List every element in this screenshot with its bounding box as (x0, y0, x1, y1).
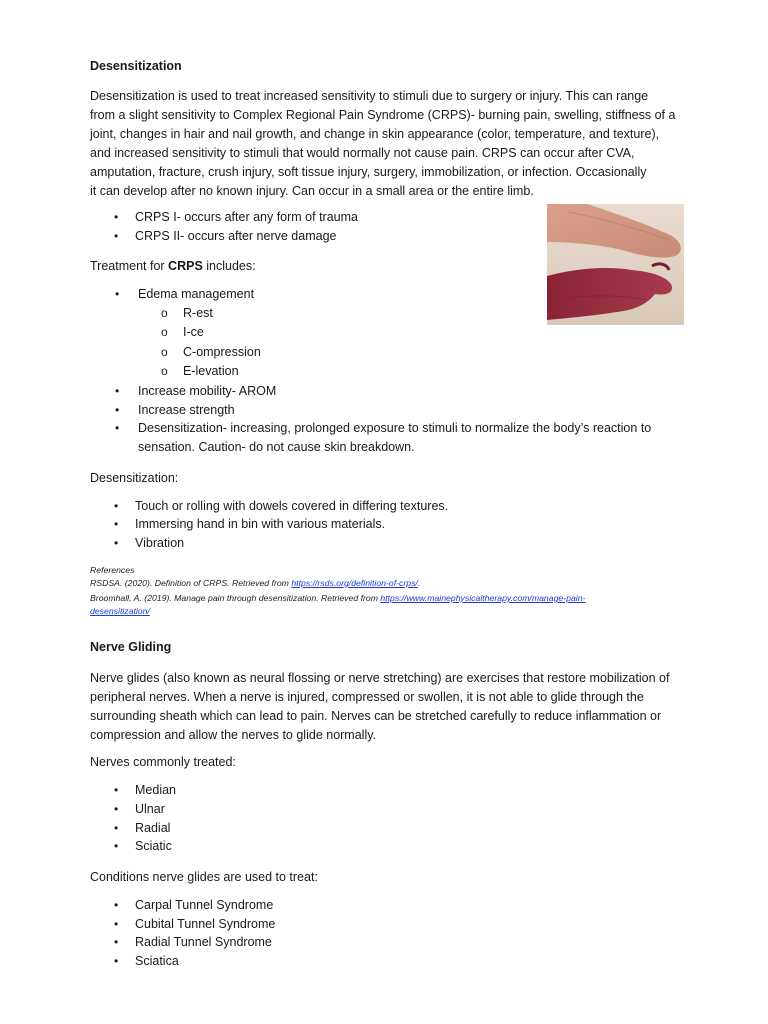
list-item: Sciatica (135, 954, 179, 968)
bullet-icon: • (114, 821, 119, 835)
paragraph-line: from a slight sensitivity to Complex Regional Pain Syndrome (CRPS)- burning pain, swelling, stiffness of a (90, 108, 676, 122)
reference-link[interactable]: desensitization/ (90, 606, 150, 616)
bullet-icon: • (114, 517, 119, 531)
sub-list-item: C-ompression (183, 345, 261, 359)
list-item: Radial Tunnel Syndrome (135, 935, 272, 949)
list-item: Immersing hand in bin with various materials. (135, 517, 386, 531)
sub-bullet-icon: o (161, 345, 168, 359)
list-item: Increase mobility- AROM (138, 384, 277, 398)
reference-entry-continuation (90, 606, 150, 616)
list-item-continuation: sensation. Caution- do not cause skin breakdown. (138, 440, 415, 454)
paragraph-line: surrounding sheath which can lead to pain. Nerves can be stretched carefully to reduce inflammation or (90, 709, 662, 723)
list-item: Edema management (138, 287, 255, 301)
reference-link[interactable]: https://www.mainephysicaltherapy.com/manage-pain- (380, 593, 586, 603)
bullet-icon: • (114, 839, 119, 853)
list-item: Cubital Tunnel Syndrome (135, 917, 276, 931)
bullet-icon: • (115, 384, 120, 398)
list-item: Ulnar (135, 802, 165, 816)
bullet-icon: • (114, 210, 119, 224)
sub-list-item: I-ce (183, 325, 204, 339)
bullet-icon: • (114, 536, 119, 550)
bullet-icon: • (114, 229, 119, 243)
list-item: Touch or rolling with dowels covered in differing textures. (135, 499, 449, 513)
reference-text: Broomhall, A. (2019). Manage pain through desensitization. Retrieved from (90, 593, 381, 603)
list-item: CRPS II- occurs after nerve damage (135, 229, 337, 243)
paragraph-line: compression and allow the nerves to glide normally. (90, 728, 377, 742)
treatment-label-suffix: includes: (202, 259, 256, 273)
paragraph-line: and increased sensitivity to stimuli that would normally not cause pain. CRPS can occur after CVA, (90, 146, 635, 160)
paragraph-line: Desensitization is used to treat increased sensitivity to stimuli due to surgery or injury. This can range (90, 89, 649, 103)
paragraph-line: it can develop after no known injury. Can occur in a small area or the entire limb. (90, 184, 534, 198)
bullet-icon: • (114, 898, 119, 912)
reference-link[interactable]: https://rsds.org/definition-of-crps/ (291, 578, 418, 588)
bullet-icon: • (114, 499, 119, 513)
paragraph-line: amputation, fracture, crush injury, soft tissue injury, surgery, immobilization, or infection. Occasionally (90, 165, 647, 179)
sub-bullet-icon: o (161, 364, 168, 378)
list-item: CRPS I- occurs after any form of trauma (135, 210, 358, 224)
list-item: Radial (135, 821, 171, 835)
list-item: Desensitization- increasing, prolonged exposure to stimuli to normalize the body’s reaction to (138, 421, 652, 435)
list-item: Carpal Tunnel Syndrome (135, 898, 274, 912)
list-item: Sciatic (135, 839, 172, 853)
list-item: Increase strength (138, 403, 235, 417)
desensitization-methods-label: Desensitization: (90, 471, 179, 485)
nerves-label: Nerves commonly treated: (90, 755, 236, 769)
reference-entry (90, 593, 585, 603)
sub-bullet-icon: o (161, 306, 168, 320)
nerve-gliding-intro-paragraph (90, 669, 680, 745)
bullet-icon: • (115, 421, 120, 435)
sub-list-item: E-levation (183, 364, 239, 378)
bullet-icon: • (115, 287, 120, 301)
reference-end: . (417, 578, 421, 588)
desensitization-intro-paragraph (90, 87, 680, 201)
section-heading-nerve-gliding: Nerve Gliding (90, 640, 172, 654)
bullet-icon: • (114, 802, 119, 816)
reference-entry (90, 578, 420, 588)
treatment-label-bold: CRPS (168, 259, 203, 273)
treatment-label (90, 259, 256, 273)
conditions-label: Conditions nerve glides are used to treat: (90, 870, 318, 884)
list-item: Vibration (135, 536, 185, 550)
treatment-label-prefix: Treatment for (90, 259, 169, 273)
paragraph-line: joint, changes in hair and nail growth, and change in skin appearance (color, temperature, and texture), (90, 127, 660, 141)
sub-list-item: R-est (183, 306, 213, 320)
bullet-icon: • (114, 783, 119, 797)
reference-text: RSDSA. (2020). Definition of CRPS. Retrieved from (90, 578, 292, 588)
crps-hands-photo (547, 204, 684, 325)
sub-bullet-icon: o (161, 325, 168, 339)
bullet-icon: • (114, 954, 119, 968)
bullet-icon: • (115, 403, 120, 417)
paragraph-line: Nerve glides (also known as neural flossing or nerve stretching) are exercises that restore mobilization of (90, 671, 670, 685)
section-heading-desensitization: Desensitization (90, 59, 182, 73)
bullet-icon: • (114, 917, 119, 931)
bullet-icon: • (114, 935, 119, 949)
list-item: Median (135, 783, 176, 797)
paragraph-line: peripheral nerves. When a nerve is injured, compressed or swollen, it is not able to glide through the (90, 690, 644, 704)
references-label: References (90, 565, 135, 575)
